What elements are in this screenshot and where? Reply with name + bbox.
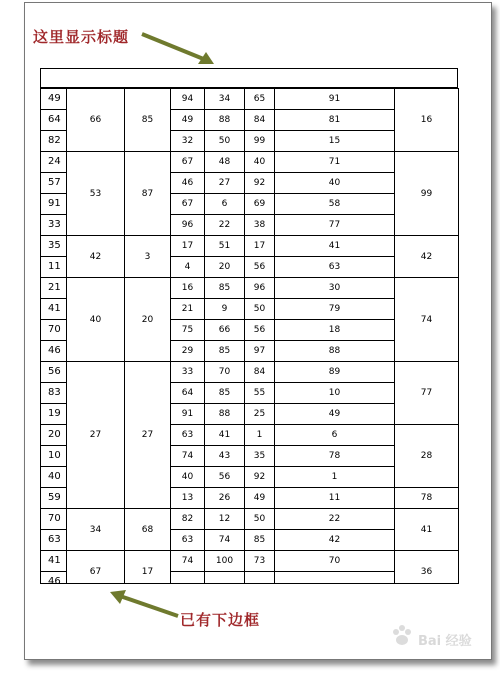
table-row (41, 362, 459, 383)
table-cell: 19 (41, 404, 67, 425)
table-cell: 16 (395, 89, 459, 152)
table-cell: 50 (245, 509, 275, 530)
table-cell: 75 (171, 320, 205, 341)
table-cell: 89 (275, 362, 395, 383)
table-cell: 49 (245, 488, 275, 509)
table-cell: 77 (275, 215, 395, 236)
table-cell: 91 (275, 89, 395, 110)
table-row (41, 236, 459, 257)
table-cell: 15 (275, 131, 395, 152)
table-cell: 6 (275, 425, 395, 446)
table-cell: 11 (41, 257, 67, 278)
table-cell: 40 (41, 467, 67, 488)
table-cell: 17 (171, 236, 205, 257)
table-cell: 99 (245, 131, 275, 152)
table-cell: 20 (205, 257, 245, 278)
table-cell: 27 (205, 173, 245, 194)
table-cell: 65 (245, 89, 275, 110)
table-cell: 63 (171, 530, 205, 551)
table-cell: 1 (275, 467, 395, 488)
table-cell: 70 (41, 509, 67, 530)
table-cell: 53 (67, 152, 125, 236)
table-cell: 51 (205, 236, 245, 257)
table-cell: 42 (275, 530, 395, 551)
table-cell: 85 (245, 530, 275, 551)
table-cell: 35 (41, 236, 67, 257)
table-cell: 30 (275, 278, 395, 299)
table-cell: 38 (245, 215, 275, 236)
table-cell: 46 (41, 341, 67, 362)
table-cell: 74 (395, 278, 459, 362)
table-cell: 21 (171, 299, 205, 320)
table-cell: 70 (205, 362, 245, 383)
table-cell: 63 (275, 257, 395, 278)
table-cell: 46 (171, 173, 205, 194)
table-cell: 6 (205, 194, 245, 215)
table-cell: 79 (275, 299, 395, 320)
table-row (41, 551, 459, 572)
table-cell: 64 (171, 383, 205, 404)
table-cell: 43 (205, 446, 245, 467)
table-cell: 29 (171, 341, 205, 362)
table-cell: 33 (41, 215, 67, 236)
table-cell: 9 (205, 299, 245, 320)
table-cell: 85 (205, 278, 245, 299)
table-cell: 67 (171, 194, 205, 215)
table-cell: 25 (245, 404, 275, 425)
table-cell: 48 (205, 152, 245, 173)
table-cell: 85 (125, 89, 171, 152)
table-cell: 40 (67, 278, 125, 362)
table-cell: 40 (245, 152, 275, 173)
table-cell: 63 (171, 425, 205, 446)
table-cell: 66 (67, 89, 125, 152)
table-cell: 74 (171, 551, 205, 572)
table-cell: 71 (275, 152, 395, 173)
title-annotation: 这里显示标题 (33, 28, 130, 46)
table-cell: 63 (41, 530, 67, 551)
table-row (41, 89, 459, 110)
table-cell: 84 (245, 110, 275, 131)
table-cell: 59 (41, 488, 67, 509)
table-cell: 28 (395, 425, 459, 488)
table-cell: 66 (205, 320, 245, 341)
table-cell: 70 (275, 551, 395, 572)
table-cell: 67 (67, 551, 125, 585)
table-cell: 96 (171, 215, 205, 236)
table-cell: 41 (41, 551, 67, 572)
table-cell: 99 (395, 152, 459, 236)
table-cell: 74 (171, 446, 205, 467)
table-cell: 49 (171, 110, 205, 131)
table-cell: 41 (205, 425, 245, 446)
table-cell: 41 (275, 236, 395, 257)
table-cell: 56 (205, 467, 245, 488)
table-cell: 91 (41, 194, 67, 215)
table-cell: 40 (171, 467, 205, 488)
table-cell: 94 (171, 89, 205, 110)
table-cell: 34 (205, 89, 245, 110)
table-cell: 20 (125, 278, 171, 362)
table-cell: 21 (41, 278, 67, 299)
table-cell: 69 (245, 194, 275, 215)
table-row (41, 509, 459, 530)
table-cell: 100 (205, 551, 245, 572)
table-cell: 42 (395, 236, 459, 278)
table-cell: 35 (245, 446, 275, 467)
table-cell: 22 (275, 509, 395, 530)
table-cell: 16 (171, 278, 205, 299)
data-table (40, 88, 459, 584)
table-cell: 56 (245, 320, 275, 341)
table-cell: 32 (171, 131, 205, 152)
table-cell: 68 (125, 509, 171, 551)
table-cell: 11 (275, 488, 395, 509)
table-cell: 50 (205, 131, 245, 152)
table-cell: 41 (395, 509, 459, 551)
table-cell: 12 (205, 509, 245, 530)
table-cell: 13 (171, 488, 205, 509)
table-cell: 26 (205, 488, 245, 509)
table-cell: 10 (275, 383, 395, 404)
table-cell: 18 (275, 320, 395, 341)
table-cell: 50 (245, 299, 275, 320)
table-cell: 82 (171, 509, 205, 530)
table-cell: 40 (275, 173, 395, 194)
table-cell: 97 (245, 341, 275, 362)
table-cell: 33 (171, 362, 205, 383)
table-bottom-border (40, 583, 458, 584)
table-cell: 92 (245, 173, 275, 194)
paw-logo-icon (390, 624, 416, 650)
table-cell: 27 (67, 362, 125, 509)
table-cell: 22 (205, 215, 245, 236)
table-cell: 36 (395, 551, 459, 585)
table-cell: 70 (41, 320, 67, 341)
table-cell: 4 (171, 257, 205, 278)
table-cell: 57 (41, 173, 67, 194)
arrow-up-left-icon (106, 588, 182, 622)
table-cell: 96 (245, 278, 275, 299)
table-cell: 42 (67, 236, 125, 278)
table-cell: 92 (245, 467, 275, 488)
table-cell: 49 (275, 404, 395, 425)
table-cell: 67 (171, 152, 205, 173)
table-cell: 88 (205, 110, 245, 131)
table-cell: 87 (125, 152, 171, 236)
table-cell: 20 (41, 425, 67, 446)
table-cell: 84 (245, 362, 275, 383)
table-cell: 17 (245, 236, 275, 257)
table-cell: 27 (125, 362, 171, 509)
table-cell: 34 (67, 509, 125, 551)
table-cell: 58 (275, 194, 395, 215)
table-cell: 1 (245, 425, 275, 446)
table-cell: 83 (41, 383, 67, 404)
table-cell: 41 (41, 299, 67, 320)
table-row (41, 278, 459, 299)
table-cell: 78 (395, 488, 459, 509)
table-cell: 78 (275, 446, 395, 467)
table-cell: 85 (205, 341, 245, 362)
table-row (41, 152, 459, 173)
table-cell: 85 (205, 383, 245, 404)
table-cell: 74 (205, 530, 245, 551)
table-cell: 56 (245, 257, 275, 278)
table-cell: 3 (125, 236, 171, 278)
table-cell: 46 (41, 572, 67, 585)
table-cell: 55 (245, 383, 275, 404)
table-cell: 91 (171, 404, 205, 425)
table-cell: 10 (41, 446, 67, 467)
table-cell: 82 (41, 131, 67, 152)
table-cell: 88 (275, 341, 395, 362)
table-cell: 56 (41, 362, 67, 383)
table-cell: 49 (41, 89, 67, 110)
table-cell: 64 (41, 110, 67, 131)
table-cell: 81 (275, 110, 395, 131)
table-cell: 17 (125, 551, 171, 585)
table-cell: 24 (41, 152, 67, 173)
table-cell: 77 (395, 362, 459, 425)
watermark (388, 622, 484, 666)
border-annotation: 已有下边框 (180, 611, 261, 629)
watermark-text: Bai 经验 (418, 634, 472, 649)
table-cell: 88 (205, 404, 245, 425)
table-cell: 73 (245, 551, 275, 572)
